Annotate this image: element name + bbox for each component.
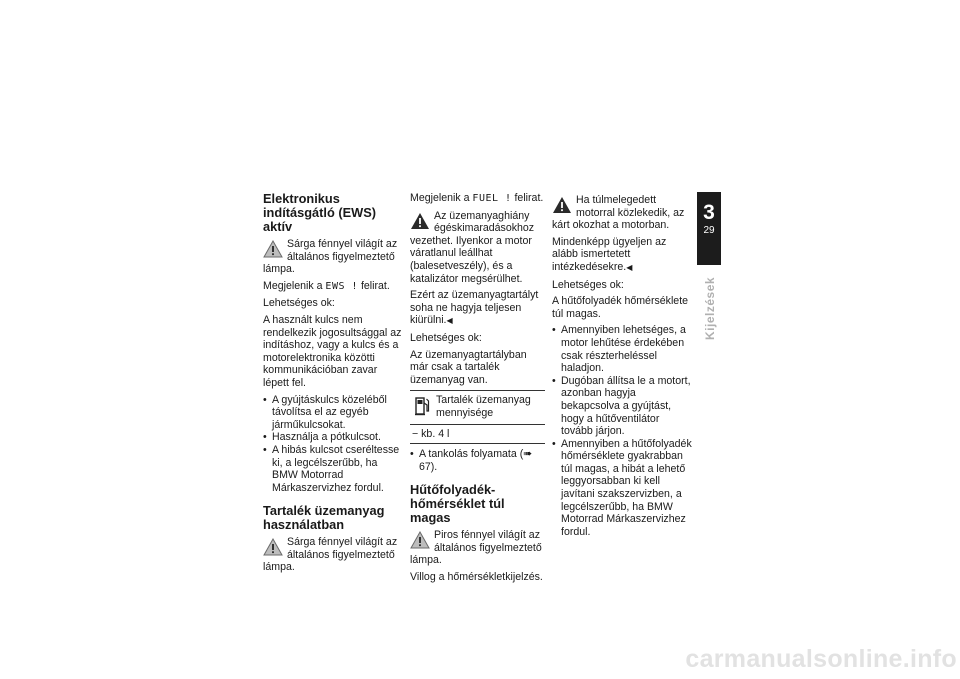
watermark: carmanualsonline.info (685, 645, 957, 673)
table-label: Tartalék üzemanyag mennyisége (436, 394, 531, 419)
list-item: • Dugóban állítsa le a motort, azonban hagyja bekapcsolva a gyújtást, hogy a hűtőventilátor tovább járjon. (552, 375, 692, 438)
list-item: • Amennyiben lehetséges, a motor lehűtése érdekében csak részterheléssel haladjon. (552, 324, 692, 374)
warning-triangle-icon (263, 538, 283, 556)
fuel-cause-text: Az üzemanyagtartályban már csak a tartalék üzemanyag van. (410, 348, 527, 386)
warning-triangle-icon (263, 240, 283, 258)
warning-overheat (552, 194, 692, 232)
fuel-actions-list (410, 448, 545, 473)
heading-reserve-fuel: Tartalék üzemanyag használatban (263, 503, 385, 533)
fuel-advice: Ezért az üzemanyagtartályt soha ne hagyja teljesen kiürülni.◀ (410, 289, 539, 327)
fuel-pump-icon (414, 395, 430, 417)
ews-cause-text: A használt kulcs nem rendelkezik jogosultsággal az indításhoz, vagy a kulcs és a motorelektronika közötti kommunikációban zavar lépett fel. (263, 313, 402, 389)
warning-coolant (410, 529, 545, 567)
end-marker: ◀ (626, 262, 633, 272)
list-item: • A tankolás folyamata (➠ 67). (410, 448, 545, 473)
chapter-label: Kijelzések (703, 276, 717, 340)
fuel-cause-label: Lehetséges ok: (410, 331, 482, 344)
warning-reserve-fuel-text: Sárga fénnyel világít az általános figyelmeztető lámpa. (263, 536, 398, 574)
column-3 (552, 192, 692, 542)
warning-reserve-fuel (263, 536, 403, 574)
table-header (410, 391, 545, 424)
warning-fuel-shortage-text: Az üzemanyaghiány égéskimaradásokhoz vezethet. Ilyenkor a motor váratlanul leállhat (balesetveszély), és a katalizátor megsérülhet. (410, 209, 535, 285)
coolant-cause-text: A hűtőfolyadék hőmérséklete túl magas. (552, 295, 689, 320)
reserve-fuel-table (410, 390, 545, 444)
warning-overheat-text: Ha túlmelegedett motorral közlekedik, az kárt okozhat a motorban. (552, 194, 685, 232)
table-value: − kb. 4 l (412, 427, 450, 440)
warning-triangle-icon (410, 212, 430, 230)
ews-display-text: Megjelenik a EWS ! felirat. (263, 279, 390, 292)
list-item: • Használja a pótkulcsot. (263, 431, 403, 444)
chapter-number: 3 (703, 201, 715, 224)
coolant-display-text: Villog a hőmérsékletkijelzés. (410, 571, 543, 584)
list-item: • A gyújtáskulcs közeléből távolítsa el az egyéb járműkulcsokat. (263, 394, 403, 432)
fuel-display-text: Megjelenik a FUEL ! felirat. (410, 192, 544, 204)
page-number: 29 (703, 225, 715, 236)
fuel-code: FUEL ! (472, 193, 512, 204)
end-marker: ◀ (446, 316, 453, 326)
warning-ews (263, 238, 403, 276)
warning-ews-text: Sárga fénnyel világít az általános figyelmeztető lámpa. (263, 238, 398, 276)
coolant-actions-list (552, 324, 692, 538)
chapter-tab (697, 192, 721, 265)
list-item: • A hibás kulcsot cseréltesse ki, a legcélszerűbb, ha BMW Motorrad Márkaszervizhez fordul. (263, 444, 403, 494)
coolant-cause-label: Lehetséges ok: (552, 278, 624, 291)
list-item: • Amennyiben a hűtőfolyadék hőmérséklete gyakrabban túl magas, a hibát a lehető leggyorsabban ki kell javítani szakszervizben, a legcélszerűbb, ha BMW Motorrad Márkaszervizhez fordul. (552, 438, 692, 539)
warning-triangle-icon (552, 196, 572, 214)
warning-coolant-text: Piros fénnyel világít az általános figyelmeztető lámpa. (410, 529, 542, 567)
ews-actions-list (263, 394, 403, 495)
heading-coolant: Hűtőfolyadék-hőmérséklet túl magas (410, 482, 505, 526)
column-1 (263, 192, 403, 578)
warning-fuel-shortage (410, 210, 545, 286)
heading-ews: Elektronikus indításgátló (EWS) aktív (263, 191, 377, 234)
ews-cause-label: Lehetséges ok: (263, 297, 335, 310)
overheat-advice: Mindenképp ügyeljen az alább ismertetett intézkedésekre.◀ (552, 235, 667, 273)
warning-triangle-icon (410, 531, 430, 549)
column-2 (410, 192, 545, 588)
ews-code: EWS ! (325, 280, 359, 292)
